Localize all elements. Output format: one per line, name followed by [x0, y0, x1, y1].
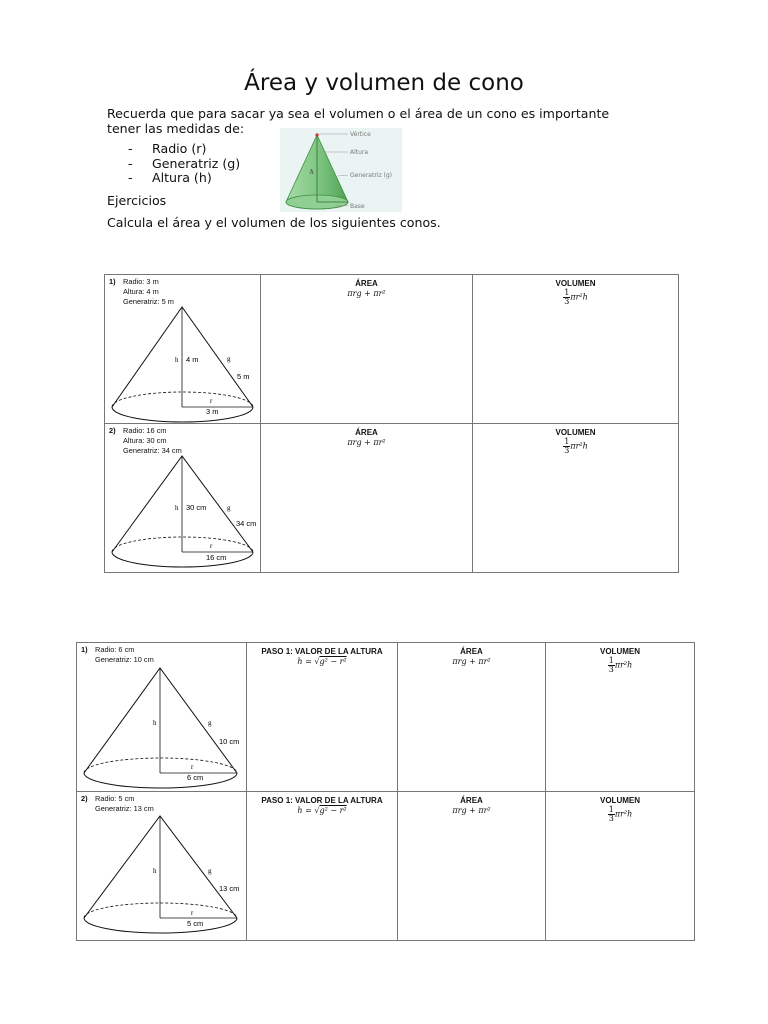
intro-line-2: tener las medidas de: [107, 121, 245, 136]
area-formula: πrg + πr² [347, 289, 386, 298]
table-row [105, 275, 679, 424]
height-formula: h = √g² − r² [297, 657, 347, 666]
area-header: ÁREA [460, 647, 483, 656]
table-row [105, 424, 679, 573]
cone-cell [105, 424, 261, 573]
table-row [77, 792, 695, 941]
page-title: Área y volumen de cono [244, 70, 524, 96]
volume-cell [546, 792, 695, 941]
cone-cell [77, 792, 247, 941]
svg-text:r: r [191, 763, 194, 771]
svg-text:r: r [210, 542, 213, 550]
volume-cell [473, 275, 679, 424]
givens: 1) Radio: 6 cm Generatriz: 10 cm [81, 645, 154, 664]
area-cell [398, 792, 546, 941]
svg-text:g: g [227, 355, 231, 363]
instruction-text: Calcula el área y el volumen de los siguientes conos. [107, 215, 441, 230]
cone-diagram [77, 643, 247, 792]
height-cell [247, 792, 398, 941]
svg-text:5 cm: 5 cm [187, 919, 204, 928]
svg-text:10 cm: 10 cm [219, 737, 240, 746]
volume-cell [546, 643, 695, 792]
area-formula: πrg + πr² [452, 657, 491, 666]
svg-text:h: h [175, 356, 179, 364]
list-item: - Altura (h) [128, 170, 212, 185]
svg-text:4 m: 4 m [186, 355, 199, 364]
svg-text:h: h [175, 504, 179, 512]
list-item: - Generatriz (g) [128, 155, 241, 171]
height-formula: h = √g² − r² [297, 806, 347, 815]
cone-cell [77, 643, 247, 792]
svg-text:3 m: 3 m [206, 407, 219, 416]
svg-text:r: r [210, 397, 213, 405]
volume-formula: $\frac{1}{3}$ πr²h [608, 656, 633, 674]
svg-text:6 cm: 6 cm [187, 773, 204, 782]
slant-label: Generatriz (g) [350, 172, 393, 179]
volume-header: VOLUMEN [555, 279, 596, 288]
volume-header: VOLUMEN [555, 428, 596, 437]
height-header: PASO 1: VALOR DE LA ALTURA [261, 796, 383, 805]
area-formula: πrg + πr² [347, 438, 386, 447]
h-label: h [310, 169, 314, 176]
svg-text:34 cm: 34 cm [236, 519, 257, 528]
svg-text:h: h [153, 719, 157, 727]
cone-reference-figure [280, 128, 402, 212]
svg-text:g: g [208, 867, 212, 875]
vertex-label: Vértice [350, 131, 371, 138]
section-heading: Ejercicios [107, 193, 167, 208]
givens: 2) Radio: 16 cm Altura: 30 cm Generatriz: 34 cm [109, 426, 182, 455]
area-header: ÁREA [355, 428, 378, 437]
svg-text:h: h [153, 867, 157, 875]
cone-cell [105, 275, 261, 424]
cone-diagram [105, 424, 261, 573]
area-cell [398, 643, 546, 792]
height-header: PASO 1: VALOR DE LA ALTURA [261, 647, 383, 656]
volume-header: VOLUMEN [600, 647, 640, 656]
area-header: ÁREA [460, 796, 483, 805]
cone-diagram [77, 792, 247, 941]
givens: 2) Radio: 5 cm Generatriz: 13 cm [81, 794, 154, 813]
base-label: Base [350, 203, 365, 210]
givens: 1) Radio: 3 m Altura: 4 m Generatriz: 5 m [109, 277, 174, 306]
volume-cell [473, 424, 679, 573]
height-cell [247, 643, 398, 792]
volume-formula: $\frac{1}{3}$ πr²h [608, 805, 633, 823]
volume-header: VOLUMEN [600, 796, 640, 805]
exercise-table-2 [76, 642, 695, 941]
svg-text:g: g [227, 504, 231, 512]
svg-text:16 cm: 16 cm [206, 553, 227, 562]
area-cell [261, 275, 473, 424]
svg-text:g: g [208, 719, 212, 727]
volume-formula: $\frac{1}{3}$ πr²h [564, 288, 588, 306]
intro-line-1: Recuerda que para sacar ya sea el volumen o el área de un cono es importante [107, 106, 610, 121]
area-header: ÁREA [355, 279, 378, 288]
cone-diagram [105, 275, 261, 424]
area-cell [261, 424, 473, 573]
svg-text:5 m: 5 m [237, 372, 250, 381]
exercise-table-1 [104, 274, 679, 573]
table-row [77, 643, 695, 792]
height-label: Altura [350, 149, 369, 156]
area-formula: πrg + πr² [452, 806, 491, 815]
svg-text:30 cm: 30 cm [186, 503, 207, 512]
svg-text:13 cm: 13 cm [219, 884, 240, 893]
svg-text:r: r [191, 909, 194, 917]
list-item: - Radio (r) [128, 141, 207, 156]
volume-formula: $\frac{1}{3}$ πr²h [564, 437, 588, 455]
measure-list [128, 142, 240, 186]
